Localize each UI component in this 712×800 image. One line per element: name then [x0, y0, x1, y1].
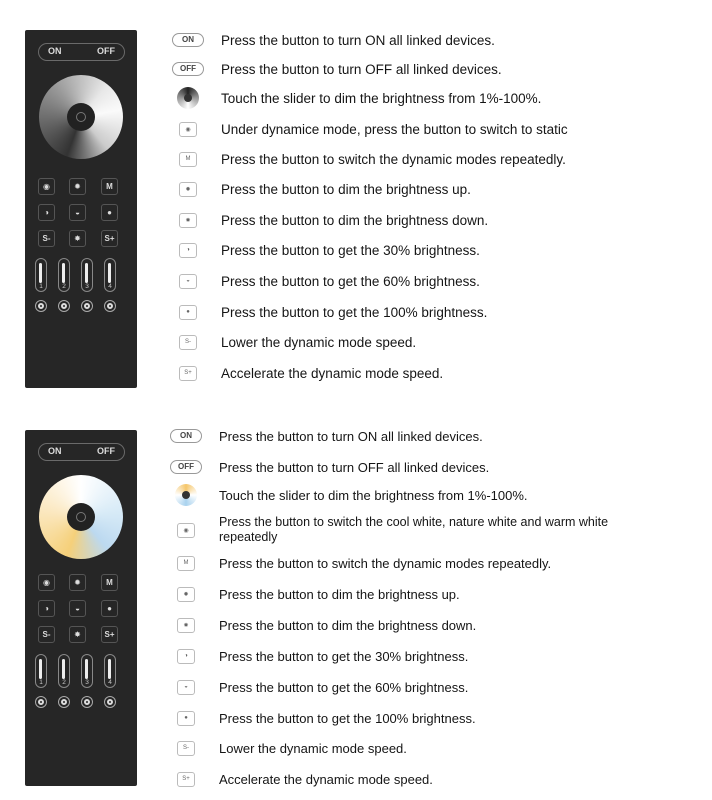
- speed-down-button[interactable]: S-: [38, 626, 55, 643]
- slider-wheel-icon: [175, 484, 197, 506]
- legend-row: [170, 709, 476, 727]
- legend-text: Touch the slider to dim the brightness from 1%-100%.: [221, 90, 542, 106]
- legend-row: [170, 616, 476, 634]
- brightness-60-button[interactable]: ◒: [69, 204, 86, 221]
- brightness-up-icon: ✹: [179, 182, 197, 197]
- legend-text: Press the button to turn OFF all linked devices.: [219, 459, 490, 475]
- legend-row: [172, 241, 480, 259]
- zone-1-label: 1: [39, 679, 43, 686]
- legend-row: [170, 647, 468, 665]
- brightness-100-icon: ●: [179, 305, 197, 320]
- legend-text: Accelerate the dynamic mode speed.: [219, 771, 433, 787]
- brightness-down-button[interactable]: ✸: [69, 626, 86, 643]
- on-off-button[interactable]: [38, 443, 125, 461]
- remote-control: [25, 30, 137, 388]
- zone-4-label: 4: [108, 679, 112, 686]
- zone-3-button[interactable]: [82, 697, 92, 707]
- brightness-up-button[interactable]: ✹: [69, 574, 86, 591]
- m-icon: M: [179, 152, 197, 167]
- dimming-wheel[interactable]: [39, 75, 123, 159]
- on-icon: ON: [170, 429, 202, 443]
- brightness-down-icon: ✸: [177, 618, 195, 633]
- zone-1-label: 1: [39, 283, 43, 290]
- zone-3-button[interactable]: [82, 301, 92, 311]
- brightness-30-icon: ◑: [179, 243, 197, 258]
- legend-text: Press the button to dim the brightness down.: [219, 617, 477, 633]
- zone-1-button[interactable]: [36, 697, 46, 707]
- legend-row: [172, 150, 566, 168]
- brightness-30-icon: ◑: [177, 649, 195, 664]
- legend-row: [170, 585, 460, 603]
- off-label: OFF: [97, 46, 115, 56]
- legend-text: Press the button to switch the cool white, nature white and warm white repeatedly: [219, 515, 609, 544]
- legend-row: [172, 89, 541, 107]
- legend-row: [172, 333, 416, 351]
- brightness-up-button[interactable]: ✹: [69, 178, 86, 195]
- legend-text: Press the button to dim the brightness down.: [221, 212, 489, 228]
- speed-up-icon: S+: [177, 772, 195, 787]
- on-icon: ON: [172, 33, 204, 47]
- legend-text: Press the button to turn ON all linked devices.: [219, 428, 483, 444]
- legend-text: Press the button to turn OFF all linked devices.: [221, 61, 502, 77]
- slider-wheel-icon: [177, 87, 199, 109]
- speed-up-button[interactable]: S+: [101, 626, 118, 643]
- brightness-up-icon: ✹: [177, 587, 195, 602]
- zone-3-label: 3: [85, 283, 89, 290]
- legend-text: Lower the dynamic mode speed.: [219, 740, 407, 756]
- brightness-100-button[interactable]: ●: [101, 204, 118, 221]
- zone-2-button[interactable]: [59, 697, 69, 707]
- legend-row: [170, 770, 433, 788]
- off-label: OFF: [97, 446, 115, 456]
- zone-1-button[interactable]: [36, 301, 46, 311]
- wheel-hub: [67, 503, 95, 531]
- remote-control: [25, 430, 137, 786]
- brightness-60-icon: ◒: [177, 680, 195, 695]
- legend-text: Accelerate the dynamic mode speed.: [221, 365, 444, 381]
- on-off-button[interactable]: [38, 43, 125, 61]
- legend-text: Press the button to get the 30% brightness.: [219, 648, 469, 664]
- m-icon: M: [177, 556, 195, 571]
- legend-text: Press the button to get the 100% brightness.: [221, 304, 488, 320]
- brightness-down-icon: ✸: [179, 213, 197, 228]
- color-temperature-wheel[interactable]: [39, 475, 123, 559]
- wheel-hub: [67, 103, 95, 131]
- legend-row: [172, 211, 488, 229]
- off-icon: OFF: [170, 460, 202, 474]
- brightness-30-button[interactable]: ◑: [38, 600, 55, 617]
- m-button[interactable]: M: [101, 178, 118, 195]
- mode-icon: ◉: [179, 122, 197, 137]
- legend-row: [170, 554, 551, 572]
- zone-4-label: 4: [108, 283, 112, 290]
- speed-up-button[interactable]: S+: [101, 230, 118, 247]
- legend-text: Press the button to dim the brightness up.: [219, 586, 460, 602]
- legend-text: Touch the slider to dim the brightness from 1%-100%.: [219, 487, 528, 503]
- legend-row: [172, 180, 471, 198]
- legend-row: [170, 458, 489, 476]
- brightness-60-button[interactable]: ◒: [69, 600, 86, 617]
- legend-row: [172, 303, 487, 321]
- brightness-30-button[interactable]: ◑: [38, 204, 55, 221]
- on-label: ON: [48, 446, 62, 456]
- zone-4-button[interactable]: [105, 301, 115, 311]
- brightness-100-icon: ●: [177, 711, 195, 726]
- legend-row: [170, 427, 483, 445]
- legend-text: Lower the dynamic mode speed.: [221, 334, 417, 350]
- legend-row: [172, 120, 568, 138]
- brightness-down-button[interactable]: ✸: [69, 230, 86, 247]
- legend-row: [170, 486, 528, 504]
- m-button[interactable]: M: [101, 574, 118, 591]
- speed-down-icon: S-: [177, 741, 195, 756]
- legend-text: Press the button to switch the dynamic modes repeatedly.: [219, 555, 552, 571]
- legend-text: Press the button to get the 60% brightness.: [221, 273, 480, 289]
- brightness-100-button[interactable]: ●: [101, 600, 118, 617]
- speed-up-icon: S+: [179, 366, 197, 381]
- legend-row: [172, 31, 495, 49]
- mode-icon: ◉: [177, 523, 195, 538]
- legend-row: [172, 60, 502, 78]
- legend-text: Press the button to get the 30% brightness.: [221, 242, 480, 258]
- legend-text: Press the button to get the 100% brightness.: [219, 710, 476, 726]
- off-icon: OFF: [172, 62, 204, 76]
- on-label: ON: [48, 46, 62, 56]
- speed-down-button[interactable]: S-: [38, 230, 55, 247]
- legend-row: [170, 678, 468, 696]
- legend-row: [170, 515, 619, 545]
- legend-text: Press the button to get the 60% brightness.: [219, 679, 469, 695]
- legend-text: Press the button to turn ON all linked devices.: [221, 32, 495, 48]
- remote-guide-panel-2: [0, 400, 712, 800]
- legend-row: [172, 364, 443, 382]
- legend-row: [172, 272, 480, 290]
- zone-4-button[interactable]: [105, 697, 115, 707]
- legend-row: [170, 739, 407, 757]
- mode-button[interactable]: ◉: [38, 574, 55, 591]
- zone-2-label: 2: [62, 679, 66, 686]
- speed-down-icon: S-: [179, 335, 197, 350]
- mode-button[interactable]: ◉: [38, 178, 55, 195]
- brightness-60-icon: ◒: [179, 274, 197, 289]
- zone-3-label: 3: [85, 679, 89, 686]
- legend-text: Press the button to dim the brightness up.: [221, 181, 471, 197]
- legend-text: Under dynamice mode, press the button to switch to static: [221, 121, 568, 137]
- legend-text: Press the button to switch the dynamic modes repeatedly.: [221, 151, 566, 167]
- zone-2-label: 2: [62, 283, 66, 290]
- zone-2-button[interactable]: [59, 301, 69, 311]
